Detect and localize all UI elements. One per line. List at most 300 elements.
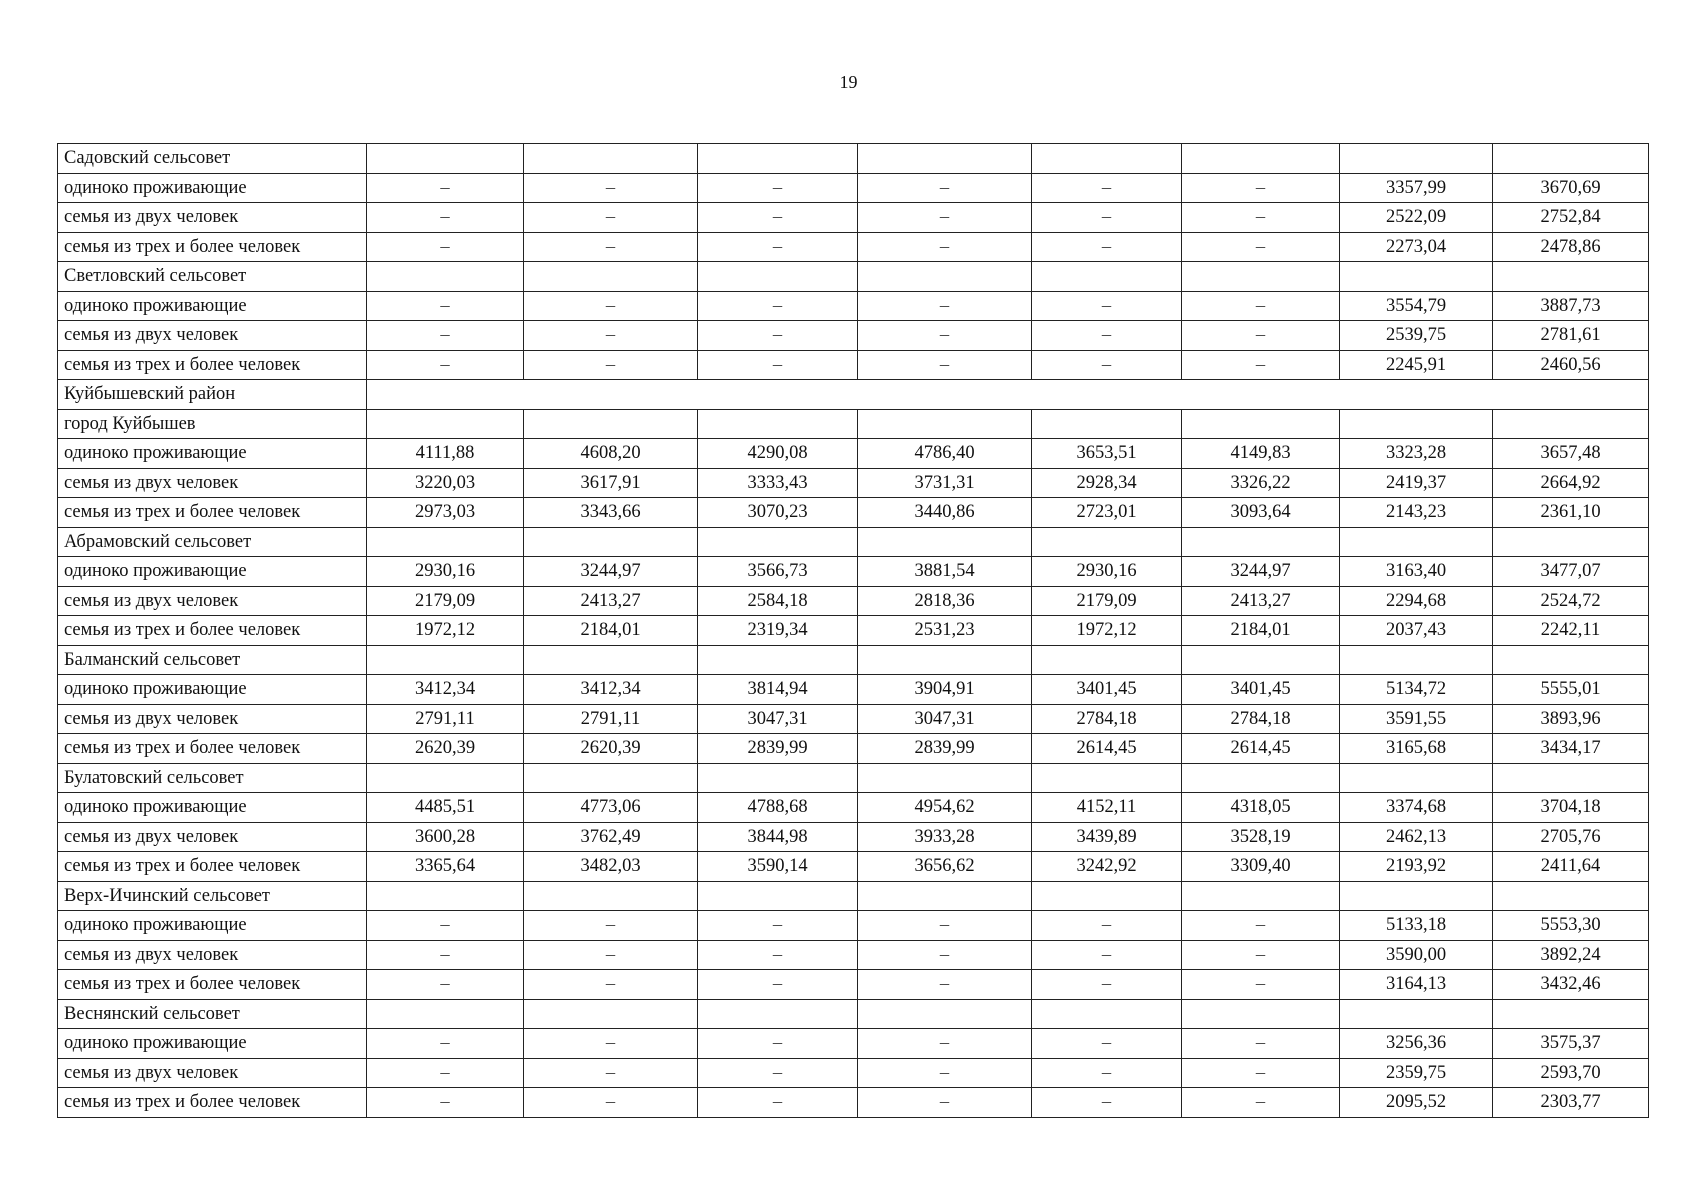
empty-cell [367, 645, 524, 675]
table-cell: – [367, 321, 524, 351]
table-cell: 2539,75 [1340, 321, 1493, 351]
table-cell: 2179,09 [1032, 586, 1182, 616]
empty-cell [698, 881, 858, 911]
table-cell: – [858, 940, 1032, 970]
row-label: семья из двух человек [58, 822, 367, 852]
empty-cell [524, 262, 698, 292]
table-cell: 2930,16 [1032, 557, 1182, 587]
table-cell: – [858, 1029, 1032, 1059]
table-cell: – [524, 911, 698, 941]
table-cell: – [367, 911, 524, 941]
table-cell: 2273,04 [1340, 232, 1493, 262]
empty-cell [1032, 999, 1182, 1029]
table-cell: – [1182, 911, 1340, 941]
empty-cell [698, 645, 858, 675]
table-cell: – [698, 970, 858, 1000]
table-cell: 4485,51 [367, 793, 524, 823]
empty-cell [1493, 999, 1649, 1029]
empty-cell [524, 881, 698, 911]
table-cell: 2784,18 [1182, 704, 1340, 734]
table-cell: 3814,94 [698, 675, 858, 705]
table-row [58, 734, 1649, 764]
table-cell: 2664,92 [1493, 468, 1649, 498]
empty-cell [1340, 144, 1493, 174]
table-cell: 3434,17 [1493, 734, 1649, 764]
table-cell: – [698, 1058, 858, 1088]
empty-cell [1340, 527, 1493, 557]
settlement-name: Садовский сельсовет [58, 144, 367, 174]
row-label: одиноко проживающие [58, 291, 367, 321]
group-header-row [58, 144, 1649, 174]
table-row [58, 498, 1649, 528]
table-cell: – [367, 1088, 524, 1118]
table-cell: 2839,99 [858, 734, 1032, 764]
empty-cell [1493, 527, 1649, 557]
empty-cell [1032, 144, 1182, 174]
empty-cell [1032, 763, 1182, 793]
settlement-name: Веснянский сельсовет [58, 999, 367, 1029]
table-cell: 5555,01 [1493, 675, 1649, 705]
district-name: Куйбышевский район [58, 380, 367, 410]
table-cell: 4318,05 [1182, 793, 1340, 823]
empty-cell [1340, 645, 1493, 675]
table-cell: – [524, 1058, 698, 1088]
table-cell: 2839,99 [698, 734, 858, 764]
table-cell: 3893,96 [1493, 704, 1649, 734]
row-label: семья из трех и более человек [58, 1088, 367, 1118]
table-cell: – [1182, 350, 1340, 380]
empty-cell [367, 763, 524, 793]
table-cell: – [1032, 321, 1182, 351]
table-cell: 3432,46 [1493, 970, 1649, 1000]
table-cell: – [1182, 1029, 1340, 1059]
table-cell: 3762,49 [524, 822, 698, 852]
table-cell: 3439,89 [1032, 822, 1182, 852]
empty-cell [1493, 881, 1649, 911]
table-cell: – [367, 291, 524, 321]
group-header-row [58, 645, 1649, 675]
table-cell: 2614,45 [1032, 734, 1182, 764]
empty-cell [1493, 645, 1649, 675]
row-label: семья из трех и более человек [58, 734, 367, 764]
table-cell: – [524, 940, 698, 970]
row-label: семья из трех и более человек [58, 232, 367, 262]
table-cell: 3887,73 [1493, 291, 1649, 321]
table-row [58, 852, 1649, 882]
table-cell: – [367, 350, 524, 380]
table-row [58, 439, 1649, 469]
group-header-row [58, 881, 1649, 911]
table-cell: 2411,64 [1493, 852, 1649, 882]
table-cell: 3600,28 [367, 822, 524, 852]
empty-cell [367, 881, 524, 911]
table-cell: 3904,91 [858, 675, 1032, 705]
table-row [58, 970, 1649, 1000]
table-cell: 2413,27 [524, 586, 698, 616]
empty-cell [1032, 527, 1182, 557]
table-cell: 3365,64 [367, 852, 524, 882]
table-cell: 4786,40 [858, 439, 1032, 469]
table-cell: – [858, 203, 1032, 233]
row-label: семья из трех и более человек [58, 852, 367, 882]
row-label: семья из трех и более человек [58, 350, 367, 380]
table-cell: – [698, 291, 858, 321]
empty-cell [1182, 881, 1340, 911]
table-cell: – [1182, 173, 1340, 203]
table-cell: 4788,68 [698, 793, 858, 823]
table-cell: 3343,66 [524, 498, 698, 528]
table-cell: – [367, 173, 524, 203]
settlement-name: Булатовский сельсовет [58, 763, 367, 793]
table-cell: – [1032, 232, 1182, 262]
table-cell: 4290,08 [698, 439, 858, 469]
table-cell: – [858, 232, 1032, 262]
table-cell: – [367, 970, 524, 1000]
empty-cell [1493, 262, 1649, 292]
table-cell: 3412,34 [524, 675, 698, 705]
table-cell: 4954,62 [858, 793, 1032, 823]
table-cell: – [524, 203, 698, 233]
empty-cell [1340, 262, 1493, 292]
table-cell: – [698, 1088, 858, 1118]
table-cell: 4149,83 [1182, 439, 1340, 469]
table-cell: – [524, 1088, 698, 1118]
group-header-row [58, 262, 1649, 292]
table-cell: – [858, 911, 1032, 941]
table-cell: 3412,34 [367, 675, 524, 705]
row-label: семья из трех и более человек [58, 970, 367, 1000]
table-row [58, 940, 1649, 970]
row-label: одиноко проживающие [58, 1029, 367, 1059]
empty-cell [858, 881, 1032, 911]
table-cell: 3163,40 [1340, 557, 1493, 587]
empty-cell [698, 262, 858, 292]
table-cell: – [1032, 291, 1182, 321]
table-cell: 3401,45 [1182, 675, 1340, 705]
table-cell: 2531,23 [858, 616, 1032, 646]
table-row [58, 822, 1649, 852]
table-cell: 3482,03 [524, 852, 698, 882]
empty-cell [1032, 409, 1182, 439]
table-cell: 2791,11 [524, 704, 698, 734]
table-cell: 2928,34 [1032, 468, 1182, 498]
data-table [57, 143, 1649, 1118]
table-cell: 2303,77 [1493, 1088, 1649, 1118]
table-cell: – [858, 1058, 1032, 1088]
empty-cell [1032, 262, 1182, 292]
empty-cell [1493, 409, 1649, 439]
table-cell: 3070,23 [698, 498, 858, 528]
table-cell: – [367, 1029, 524, 1059]
table-row [58, 468, 1649, 498]
table-cell: – [858, 970, 1032, 1000]
table-cell: 2614,45 [1182, 734, 1340, 764]
table-row [58, 203, 1649, 233]
empty-cell [367, 409, 524, 439]
table-cell: 5553,30 [1493, 911, 1649, 941]
row-label: одиноко проживающие [58, 675, 367, 705]
table-cell: 4773,06 [524, 793, 698, 823]
table-cell: 2705,76 [1493, 822, 1649, 852]
table-cell: 2184,01 [1182, 616, 1340, 646]
district-header-row [58, 380, 1649, 410]
empty-cell [858, 262, 1032, 292]
table-cell: 2818,36 [858, 586, 1032, 616]
table-cell: 3657,48 [1493, 439, 1649, 469]
table-cell: 1972,12 [1032, 616, 1182, 646]
table-cell: 3242,92 [1032, 852, 1182, 882]
empty-cell [524, 527, 698, 557]
table-cell: 2193,92 [1340, 852, 1493, 882]
table-cell: 3656,62 [858, 852, 1032, 882]
row-label: семья из двух человек [58, 203, 367, 233]
table-cell: 5134,72 [1340, 675, 1493, 705]
empty-cell [524, 409, 698, 439]
table-cell: 3566,73 [698, 557, 858, 587]
table-cell: 3374,68 [1340, 793, 1493, 823]
table-cell: – [1182, 970, 1340, 1000]
empty-cell [1340, 881, 1493, 911]
empty-cell [858, 144, 1032, 174]
row-label: семья из двух человек [58, 940, 367, 970]
table-cell: – [858, 173, 1032, 203]
table-cell: 2524,72 [1493, 586, 1649, 616]
table-cell: 3323,28 [1340, 439, 1493, 469]
empty-cell [858, 409, 1032, 439]
table-cell: 3670,69 [1493, 173, 1649, 203]
table-cell: 3477,07 [1493, 557, 1649, 587]
table-cell: – [1182, 940, 1340, 970]
table-cell: – [698, 940, 858, 970]
group-header-row [58, 999, 1649, 1029]
empty-cell [1340, 409, 1493, 439]
table-cell: – [1032, 173, 1182, 203]
table-cell: 3309,40 [1182, 852, 1340, 882]
table-cell: 2294,68 [1340, 586, 1493, 616]
table-cell: 2419,37 [1340, 468, 1493, 498]
table-cell: 4152,11 [1032, 793, 1182, 823]
row-label: семья из двух человек [58, 704, 367, 734]
row-label: семья из трех и более человек [58, 498, 367, 528]
table-cell: 3401,45 [1032, 675, 1182, 705]
table-cell: 3933,28 [858, 822, 1032, 852]
table-cell: 2319,34 [698, 616, 858, 646]
settlement-name: Балманский сельсовет [58, 645, 367, 675]
table-cell: – [1182, 291, 1340, 321]
empty-cell [1182, 527, 1340, 557]
empty-cell [858, 645, 1032, 675]
table-cell: 2784,18 [1032, 704, 1182, 734]
table-cell: 2037,43 [1340, 616, 1493, 646]
table-row [58, 704, 1649, 734]
table-cell: – [524, 173, 698, 203]
table-cell: 2930,16 [367, 557, 524, 587]
table-cell: – [524, 321, 698, 351]
row-label: одиноко проживающие [58, 173, 367, 203]
table-cell: 3326,22 [1182, 468, 1340, 498]
table-cell: 2462,13 [1340, 822, 1493, 852]
table-cell: 4111,88 [367, 439, 524, 469]
table-cell: 2522,09 [1340, 203, 1493, 233]
table-cell: 2478,86 [1493, 232, 1649, 262]
empty-cell [698, 999, 858, 1029]
row-label: семья из двух человек [58, 321, 367, 351]
table-row [58, 1029, 1649, 1059]
row-label: семья из двух человек [58, 586, 367, 616]
row-label: семья из трех и более человек [58, 616, 367, 646]
table-cell: 3590,14 [698, 852, 858, 882]
empty-cell [1182, 144, 1340, 174]
empty-cell [367, 527, 524, 557]
table-cell: 2620,39 [367, 734, 524, 764]
empty-cell [1182, 763, 1340, 793]
table-cell: – [524, 350, 698, 380]
row-label: одиноко проживающие [58, 911, 367, 941]
empty-cell [524, 645, 698, 675]
settlement-name: Абрамовский сельсовет [58, 527, 367, 557]
table-row [58, 350, 1649, 380]
table-cell: – [698, 911, 858, 941]
row-label: семья из двух человек [58, 1058, 367, 1088]
settlement-name: Светловский сельсовет [58, 262, 367, 292]
table-cell: – [1182, 321, 1340, 351]
table-cell: 2723,01 [1032, 498, 1182, 528]
table-cell: 3617,91 [524, 468, 698, 498]
table-cell: – [1182, 203, 1340, 233]
table-cell: – [367, 232, 524, 262]
table-cell: – [858, 350, 1032, 380]
empty-cell [1340, 999, 1493, 1029]
table-cell: 2460,56 [1493, 350, 1649, 380]
table-cell: 3591,55 [1340, 704, 1493, 734]
empty-cell [1182, 262, 1340, 292]
table-cell: 2620,39 [524, 734, 698, 764]
table-cell: – [1032, 1088, 1182, 1118]
table-cell: 2143,23 [1340, 498, 1493, 528]
table-cell: 3590,00 [1340, 940, 1493, 970]
table-row [58, 586, 1649, 616]
table-cell: – [1032, 1058, 1182, 1088]
table-cell: 3164,13 [1340, 970, 1493, 1000]
table-cell: 2245,91 [1340, 350, 1493, 380]
table-body [58, 144, 1649, 1118]
table-cell: 1972,12 [367, 616, 524, 646]
table-cell: – [698, 1029, 858, 1059]
table-cell: 2095,52 [1340, 1088, 1493, 1118]
table-row [58, 321, 1649, 351]
table-cell: – [1032, 970, 1182, 1000]
table-row [58, 232, 1649, 262]
table-cell: 2361,10 [1493, 498, 1649, 528]
table-cell: 3554,79 [1340, 291, 1493, 321]
empty-cell [1340, 763, 1493, 793]
table-cell: 3333,43 [698, 468, 858, 498]
table-row [58, 1058, 1649, 1088]
table-row [58, 911, 1649, 941]
table-cell: 3220,03 [367, 468, 524, 498]
table-cell: 2752,84 [1493, 203, 1649, 233]
table-cell: – [1032, 911, 1182, 941]
table-row [58, 557, 1649, 587]
table-cell: – [698, 173, 858, 203]
table-row [58, 616, 1649, 646]
table-cell: – [1182, 1058, 1340, 1088]
table-cell: 4608,20 [524, 439, 698, 469]
table-cell: – [524, 970, 698, 1000]
empty-cell [1182, 999, 1340, 1029]
table-cell: 3575,37 [1493, 1029, 1649, 1059]
empty-cell [858, 527, 1032, 557]
empty-cell [1032, 645, 1182, 675]
empty-cell [1182, 409, 1340, 439]
table-cell: – [524, 232, 698, 262]
table-row [58, 675, 1649, 705]
table-cell: – [1182, 1088, 1340, 1118]
table-cell: 3704,18 [1493, 793, 1649, 823]
row-label: семья из двух человек [58, 468, 367, 498]
empty-cell [1493, 763, 1649, 793]
table-cell: – [698, 203, 858, 233]
table-cell: – [1032, 940, 1182, 970]
table-cell: 3440,86 [858, 498, 1032, 528]
table-cell: 3653,51 [1032, 439, 1182, 469]
empty-cell [367, 144, 524, 174]
empty-cell [524, 763, 698, 793]
table-cell: – [698, 232, 858, 262]
empty-cell [1182, 645, 1340, 675]
empty-cell [698, 409, 858, 439]
table-cell: – [524, 1029, 698, 1059]
empty-cell [858, 999, 1032, 1029]
table-cell: 2791,11 [367, 704, 524, 734]
empty-cell [858, 763, 1032, 793]
settlement-name: Верх-Ичинский сельсовет [58, 881, 367, 911]
empty-cell [367, 380, 1649, 410]
table-cell: 2179,09 [367, 586, 524, 616]
table-cell: – [367, 203, 524, 233]
table-cell: 2781,61 [1493, 321, 1649, 351]
table-cell: – [858, 321, 1032, 351]
table-cell: – [367, 1058, 524, 1088]
empty-cell [524, 144, 698, 174]
table-cell: – [698, 350, 858, 380]
empty-cell [1032, 881, 1182, 911]
table-cell: 3528,19 [1182, 822, 1340, 852]
table-cell: – [698, 321, 858, 351]
table-cell: 3047,31 [858, 704, 1032, 734]
group-header-row [58, 527, 1649, 557]
table-cell: – [1032, 203, 1182, 233]
table-cell: 3244,97 [1182, 557, 1340, 587]
empty-cell [367, 262, 524, 292]
empty-cell [524, 999, 698, 1029]
table-cell: 3892,24 [1493, 940, 1649, 970]
table-cell: 3165,68 [1340, 734, 1493, 764]
empty-cell [698, 144, 858, 174]
settlement-name: город Куйбышев [58, 409, 367, 439]
page-number: 19 [839, 72, 858, 92]
table-cell: – [1032, 1029, 1182, 1059]
empty-cell [698, 763, 858, 793]
empty-cell [1493, 144, 1649, 174]
table-cell: – [1182, 232, 1340, 262]
empty-cell [698, 527, 858, 557]
table-cell: 2593,70 [1493, 1058, 1649, 1088]
table-cell: – [1032, 350, 1182, 380]
table-cell: 3844,98 [698, 822, 858, 852]
table-cell: 2584,18 [698, 586, 858, 616]
table-cell: 2242,11 [1493, 616, 1649, 646]
